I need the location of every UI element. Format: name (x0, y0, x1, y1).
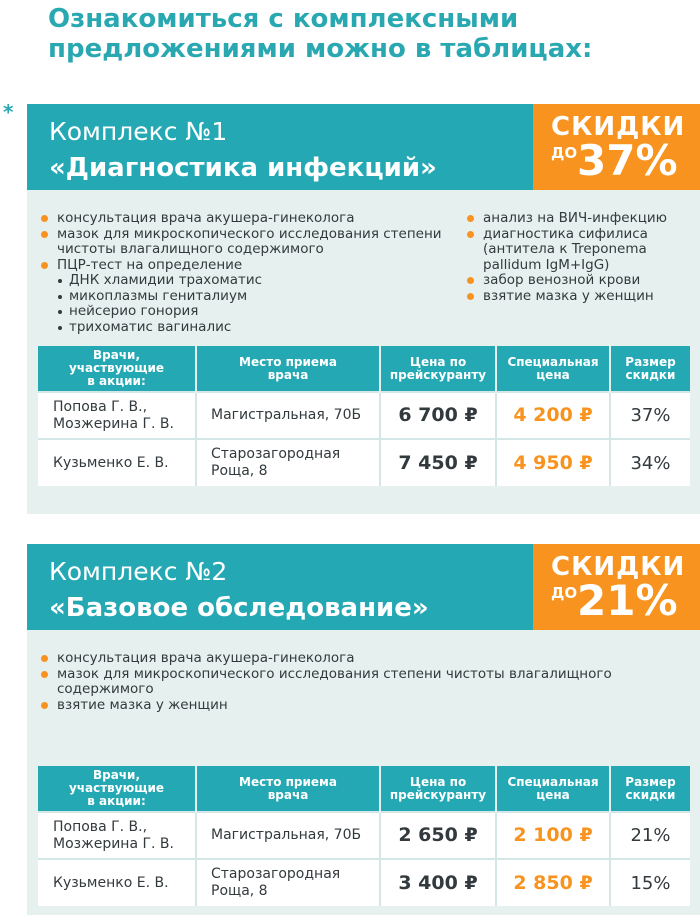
header-text: врача (267, 787, 309, 802)
table-header-row (38, 346, 690, 392)
discount-prefix: ДО (551, 584, 578, 602)
list-item: взятие мазка у женщин (465, 289, 695, 305)
header-text: Цена по (409, 354, 467, 369)
doctor-name: Мозжерина Г. В. (53, 835, 174, 852)
complex-2-services (39, 651, 689, 713)
price-cell: 7 450 ₽ (380, 439, 496, 486)
complex-2-discount-badge (533, 544, 700, 630)
table-row (38, 439, 690, 486)
sub-list-item: микоплазмы гениталиум (39, 289, 479, 305)
col-price (380, 346, 496, 392)
col-discount (610, 346, 690, 392)
special-price-cell: 4 950 ₽ (496, 439, 610, 486)
place-text: Старозагородная (211, 866, 341, 882)
sub-list-item: ДНК хламидии трахоматис (39, 273, 479, 289)
list-item-continuation: (антитела к Treponema (483, 241, 647, 257)
discount-cell: 15% (610, 859, 690, 906)
list-item: мазок для микроскопического исследования степени (39, 227, 479, 243)
table-row (38, 392, 690, 439)
complex-2-number: Комплекс №2 (49, 557, 228, 586)
list-item: забор венозной крови (465, 273, 695, 289)
price-cell: 2 650 ₽ (380, 812, 496, 859)
col-discount (610, 766, 690, 812)
place-cell (196, 392, 380, 439)
list-item-continuation: чистоты влагалищного содержимого (57, 241, 324, 257)
place-text: Магистральная, 70Б (211, 407, 362, 423)
doctor-name: Кузьменко Е. В. (53, 454, 169, 471)
headline-line-2: предложениями можно в таблицах: (48, 34, 593, 64)
discount-word: СКИДКИ (551, 112, 686, 142)
header-text: Врачи, (92, 768, 141, 782)
header-text: Специальная (507, 354, 599, 369)
doctor-name: Кузьменко Е. В. (53, 874, 169, 891)
complex-2-name: «Базовое обследование» (49, 593, 429, 623)
list-item: ПЦР-тест на определение (39, 258, 479, 274)
discount-value: 21% (577, 576, 678, 625)
header-text: Размер (625, 354, 676, 369)
special-price-cell: 2 850 ₽ (496, 859, 610, 906)
doctor-name: Попова Г. В., (53, 818, 148, 835)
complex-1-price-table (38, 346, 690, 486)
header-text: Место приема (239, 774, 337, 789)
complex-1-number: Комплекс №1 (49, 117, 228, 146)
special-price-cell: 2 100 ₽ (496, 812, 610, 859)
complex-1-panel (27, 104, 700, 514)
header-text: прейскуранту (389, 787, 487, 802)
header-text: скидки (625, 367, 676, 382)
header-text: цена (536, 367, 570, 382)
col-place (196, 766, 380, 812)
list-item: взятие мазка у женщин (39, 698, 689, 714)
doctor-cell (38, 439, 196, 486)
header-text: Цена по (409, 774, 467, 789)
list-item-continuation: pallidum IgM+IgG) (483, 256, 610, 273)
complex-1-services-left (39, 211, 479, 335)
place-text: Магистральная, 70Б (211, 827, 362, 843)
complex-1-header (27, 104, 700, 190)
col-special-price (496, 766, 610, 812)
price-cell: 3 400 ₽ (380, 859, 496, 906)
place-cell (196, 812, 380, 859)
col-place (196, 346, 380, 392)
footnote-asterisk: * (3, 100, 14, 124)
col-doctors (38, 766, 196, 812)
discount-prefix: ДО (551, 144, 578, 162)
list-item: мазок для микроскопического исследования степени чистоты влагалищного (39, 667, 689, 683)
complex-1-discount-badge (533, 104, 700, 190)
sub-list-item: нейсерио гонория (39, 304, 479, 320)
table-row (38, 859, 690, 906)
discount-cell: 21% (610, 812, 690, 859)
doctor-cell (38, 859, 196, 906)
header-text: участвующие (68, 781, 165, 795)
sub-list-item: трихоматис вагиналис (39, 320, 479, 336)
col-doctors (38, 346, 196, 392)
complex-2-price-table (38, 766, 690, 906)
col-price (380, 766, 496, 812)
list-item: диагностика сифилиса (465, 227, 695, 243)
header-text: Размер (625, 774, 676, 789)
discount-cell: 34% (610, 439, 690, 486)
page-headline (48, 4, 688, 64)
complex-2-title (49, 554, 429, 626)
headline-line-1: Ознакомиться с комплексными (48, 4, 519, 34)
header-text: участвующие (68, 361, 165, 375)
discount-cell: 37% (610, 392, 690, 439)
complex-2-header (27, 544, 700, 630)
complex-1-name: «Диагностика инфекций» (49, 153, 437, 183)
list-item-continuation: содержимого (57, 681, 154, 697)
list-item: консультация врача акушера-гинеколога (39, 211, 479, 227)
place-text: Роща, 8 (211, 883, 268, 899)
header-text: скидки (625, 787, 676, 802)
header-text: врача (267, 367, 309, 382)
header-text: в акции: (87, 794, 146, 808)
place-cell (196, 859, 380, 906)
price-cell: 6 700 ₽ (380, 392, 496, 439)
place-cell (196, 439, 380, 486)
discount-word: СКИДКИ (551, 552, 686, 582)
place-text: Роща, 8 (211, 463, 268, 479)
doctor-name: Мозжерина Г. В. (53, 415, 174, 432)
doctor-cell (38, 812, 196, 859)
header-text: Место приема (239, 354, 337, 369)
list-item: консультация врача акушера-гинеколога (39, 651, 689, 667)
header-text: Специальная (507, 774, 599, 789)
doctor-name: Попова Г. В., (53, 398, 148, 415)
place-text: Старозагородная (211, 446, 341, 462)
doctor-cell (38, 392, 196, 439)
col-special-price (496, 346, 610, 392)
discount-value: 37% (577, 136, 678, 185)
complex-1-services-right (465, 211, 695, 304)
complex-2-panel (27, 544, 700, 915)
header-text: в акции: (87, 374, 146, 388)
table-row (38, 812, 690, 859)
special-price-cell: 4 200 ₽ (496, 392, 610, 439)
header-text: прейскуранту (389, 367, 487, 382)
list-item: анализ на ВИЧ-инфекцию (465, 211, 695, 227)
header-text: цена (536, 787, 570, 802)
header-text: Врачи, (92, 348, 141, 362)
complex-1-title (49, 114, 437, 186)
table-header-row (38, 766, 690, 812)
